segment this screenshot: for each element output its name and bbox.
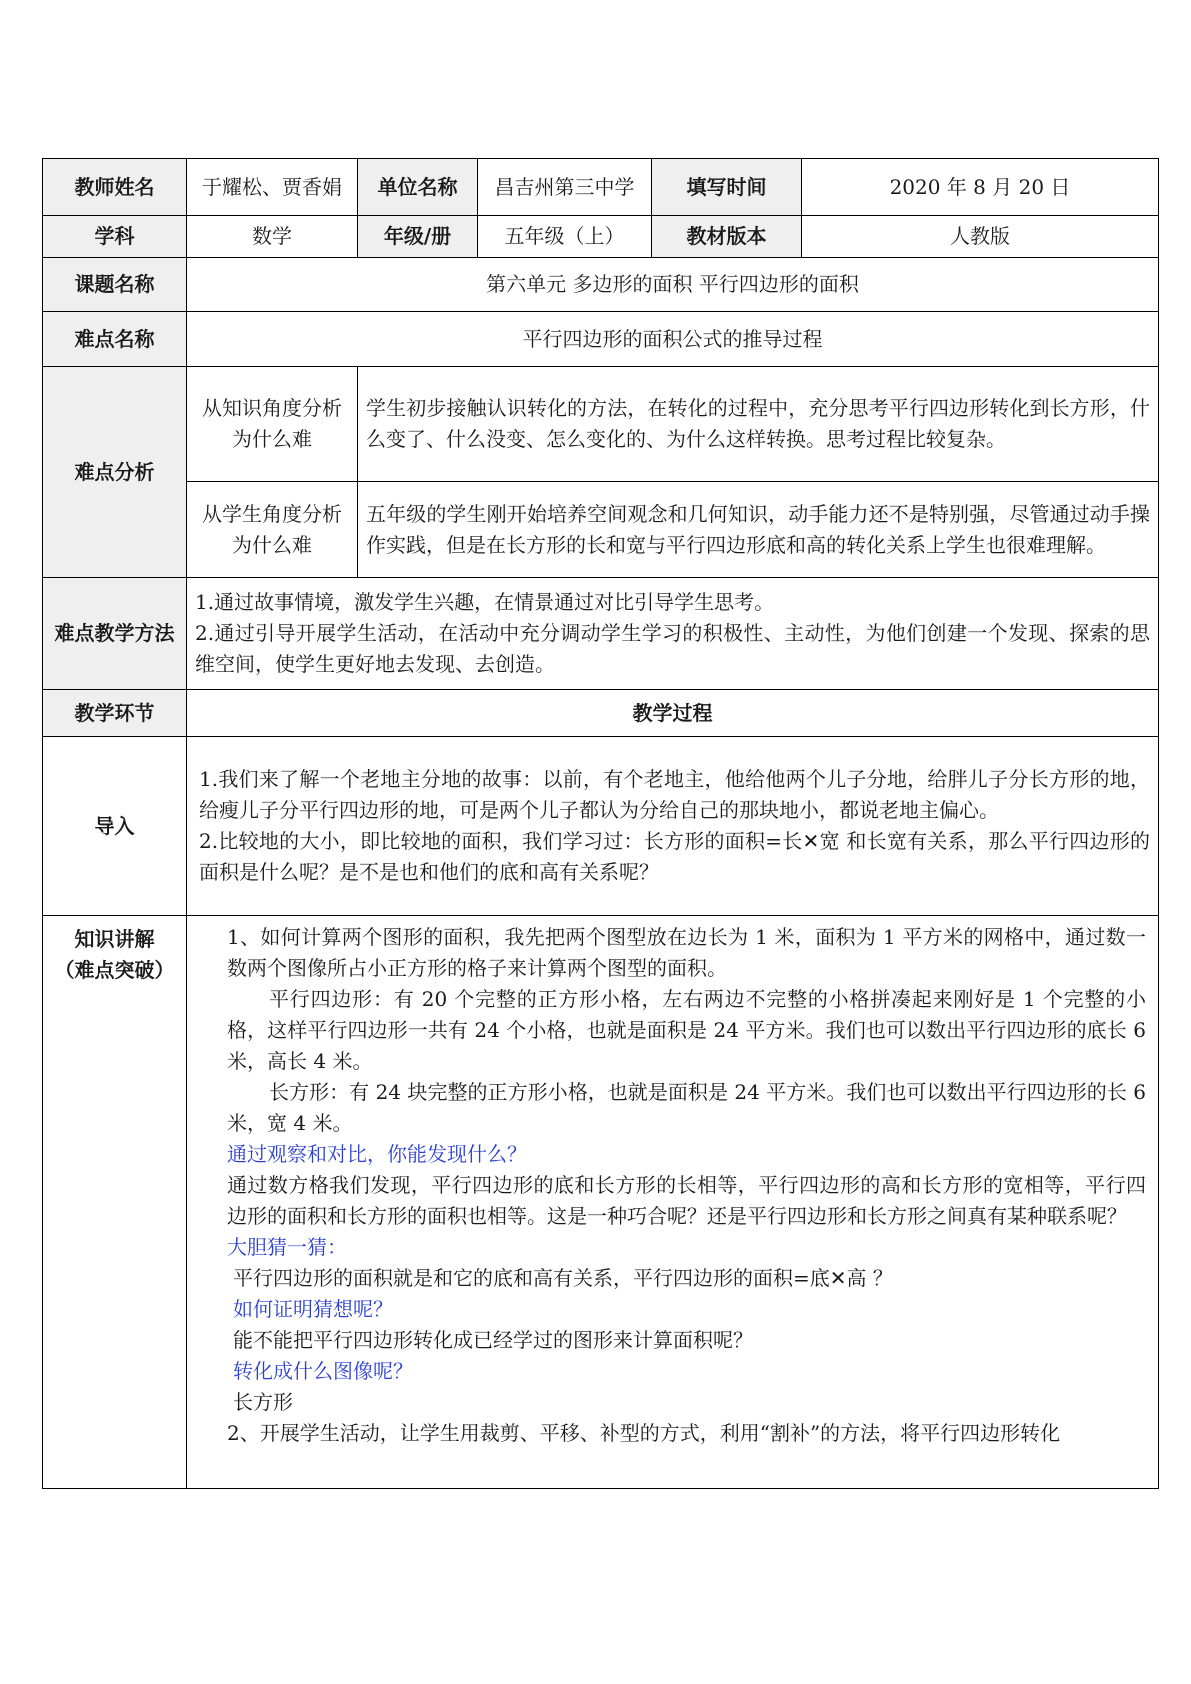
knowledge-text	[187, 916, 1159, 1489]
intro-paragraph-1: 1.我们来了解一个老地主分地的故事：以前，有个老地主，他给他两个儿子分地，给胖儿子分长方形的地，给瘦儿子分平行四边形的地，可是两个儿子都认为分给自己的那块地小，都说老地主偏心。	[199, 767, 1150, 822]
knowledge-label	[43, 916, 187, 1489]
knowledge-p7: 长方形	[233, 1390, 293, 1414]
process-value: 教学过程	[187, 690, 1159, 737]
intro-label: 导入	[43, 737, 187, 916]
knowledge-label-line-2: （难点突破）	[54, 958, 175, 982]
teacher-value: 于耀松、贾香娟	[187, 159, 358, 216]
topic-value: 第六单元 多边形的面积 平行四边形的面积	[187, 258, 1159, 312]
knowledge-question-3: 如何证明猜想呢？	[233, 1297, 393, 1321]
knowledge-p8: 2、开展学生活动，让学生用裁剪、平移、补型的方式，利用“割补”的方法，将平行四边形转化	[227, 1421, 1061, 1445]
info-row-1	[43, 159, 1159, 216]
knowledge-p5: 平行四边形的面积就是和它的底和高有关系，平行四边形的面积=底✕高 ？	[233, 1266, 893, 1290]
subject-label: 学科	[43, 216, 187, 258]
info-row-2	[43, 216, 1159, 258]
time-value: 2020 年 8 月 20 日	[802, 159, 1159, 216]
grade-value: 五年级（上）	[478, 216, 652, 258]
method-text	[187, 578, 1159, 690]
knowledge-row	[43, 916, 1159, 1489]
process-row	[43, 690, 1159, 737]
knowledge-p1: 1、如何计算两个图形的面积，我先把两个图型放在边长为 1 米，面积为 1 平方米的网格中，通过数一数两个图像所占小正方形的格子来计算两个图型的面积。	[227, 925, 1146, 980]
intro-paragraph-2: 2.比较地的大小，即比较地的面积，我们学习过：长方形的面积=长✕宽 和长宽有关系，那么平行四边形的面积是什么呢？是不是也和他们的底和高有关系呢？	[199, 829, 1150, 884]
analysis-label: 难点分析	[43, 367, 187, 578]
intro-row	[43, 737, 1159, 916]
difficulty-value: 平行四边形的面积公式的推导过程	[187, 312, 1159, 367]
student-angle-label: 从学生角度分析为什么难	[187, 482, 358, 578]
knowledge-question-4: 转化成什么图像呢？	[233, 1359, 413, 1383]
unit-value: 昌吉州第三中学	[478, 159, 652, 216]
method-line-2: 2.通过引导开展学生活动，在活动中充分调动学生学习的积极性、主动性，为他们创建一个发现、探索的思维空间，使学生更好地去发现、去创造。	[195, 621, 1150, 676]
time-label: 填写时间	[652, 159, 802, 216]
analysis-row-student	[43, 482, 1159, 578]
edition-value: 人教版	[802, 216, 1159, 258]
unit-label: 单位名称	[358, 159, 478, 216]
subject-value: 数学	[187, 216, 358, 258]
student-angle-text: 五年级的学生刚开始培养空间观念和几何知识，动手能力还不是特别强，尽管通过动手操作实践，但是在长方形的长和宽与平行四边形底和高的转化关系上学生也很难理解。	[358, 482, 1159, 578]
knowledge-p2: 平行四边形：有 20 个完整的正方形小格，左右两边不完整的小格拼凑起来刚好是 1 个完整的小格，这样平行四边形一共有 24 个小格，也就是面积是 24 平方米。我们也可以数出平行四边形的底长 6 米，高长 4 米。	[227, 987, 1146, 1073]
topic-row	[43, 258, 1159, 312]
knowledge-p3: 长方形：有 24 块完整的正方形小格，也就是面积是 24 平方米。我们也可以数出平行四边形的长 6 米，宽 4 米。	[227, 1080, 1146, 1135]
difficulty-row	[43, 312, 1159, 367]
grade-label: 年级/册	[358, 216, 478, 258]
knowledge-angle-label: 从知识角度分析为什么难	[187, 367, 358, 482]
knowledge-label-line-1: 知识讲解	[74, 927, 155, 951]
intro-text	[187, 737, 1159, 916]
knowledge-p4: 通过数方格我们发现，平行四边形的底和长方形的长相等，平行四边形的高和长方形的宽相等，平行四边形的面积和长方形的面积也相等。这是一种巧合呢？还是平行四边形和长方形之间真有某种联系呢？	[227, 1173, 1146, 1228]
knowledge-question-2: 大胆猜一猜：	[227, 1235, 347, 1259]
method-row	[43, 578, 1159, 690]
method-line-1: 1.通过故事情境，激发学生兴趣，在情景通过对比引导学生思考。	[195, 590, 775, 614]
topic-label: 课题名称	[43, 258, 187, 312]
knowledge-angle-text: 学生初步接触认识转化的方法，在转化的过程中，充分思考平行四边形转化到长方形，什么变了、什么没变、怎么变化的、为什么这样转换。思考过程比较复杂。	[358, 367, 1159, 482]
knowledge-p6: 能不能把平行四边形转化成已经学过的图形来计算面积呢？	[233, 1328, 753, 1352]
process-label: 教学环节	[43, 690, 187, 737]
lesson-plan-table	[42, 158, 1159, 1489]
edition-label: 教材版本	[652, 216, 802, 258]
method-label: 难点教学方法	[43, 578, 187, 690]
knowledge-question-1: 通过观察和对比，你能发现什么？	[227, 1142, 527, 1166]
analysis-row-knowledge	[43, 367, 1159, 482]
difficulty-label: 难点名称	[43, 312, 187, 367]
teacher-label: 教师姓名	[43, 159, 187, 216]
